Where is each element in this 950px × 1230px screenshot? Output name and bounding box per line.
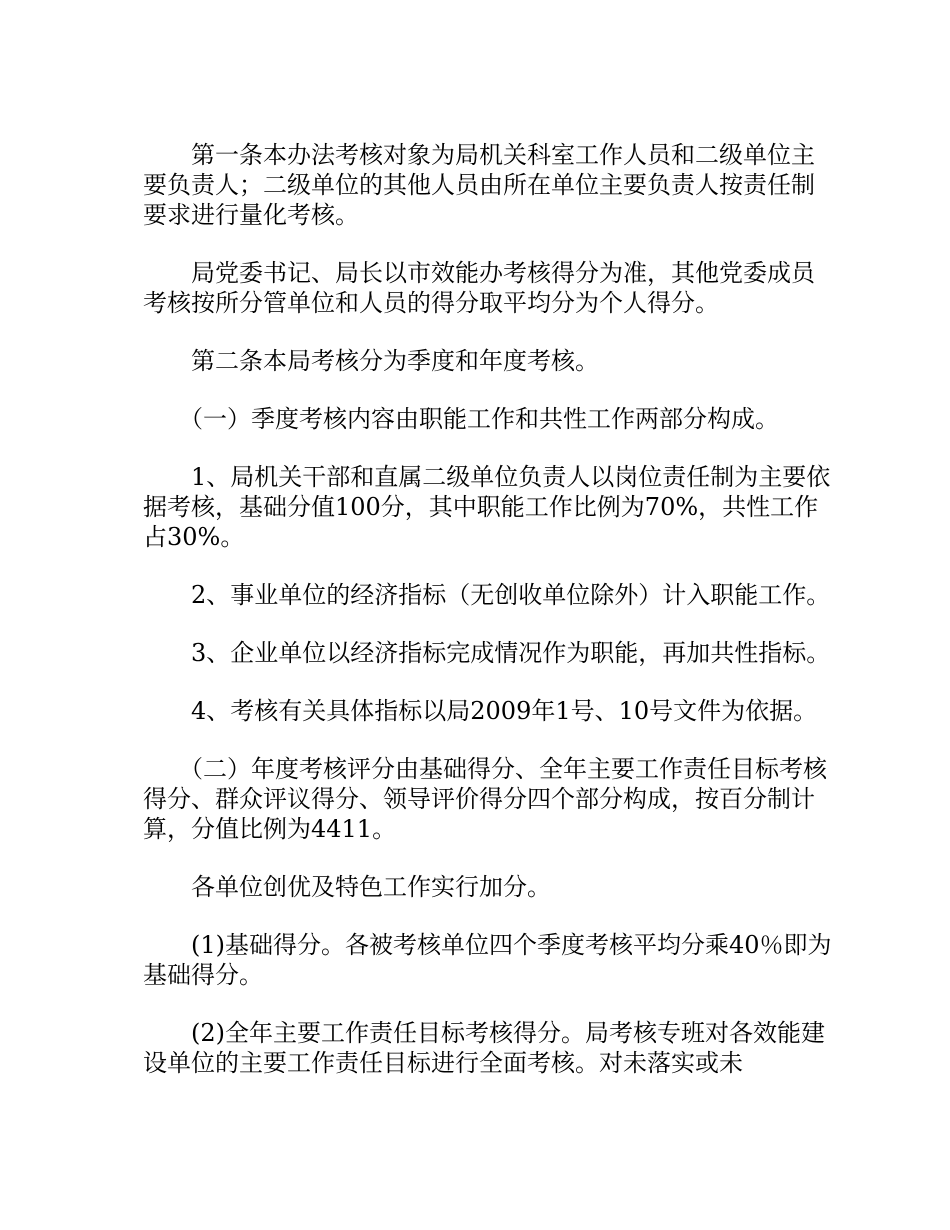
paragraph-bonus-points: 各单位创优及特色工作实行加分。 [191,873,551,901]
paragraph-article-2: 第二条本局考核分为季度和年度考核。 [191,347,599,375]
paragraph-base-score: (1)基础得分。各被考核单位四个季度考核平均分乘40％即为基础得分。 [143,931,832,989]
paragraph-party-secretary: 局党委书记、局长以市效能办考核得分为准，其他党委成员考核按所分管单位和人员的得分取平均分为个人得分。 [143,259,815,317]
paragraph-article-1: 第一条本办法考核对象为局机关科室工作人员和二级单位主要负责人；二级单位的其他人员由所在单位主要负责人按责任制要求进行量化考核。 [143,141,815,229]
paragraph-item-4: 4、考核有关具体指标以局2009年1号、10号文件为依据。 [191,697,818,725]
paragraph-item-2: 2、事业单位的经济指标（无创收单位除外）计入职能工作。 [191,581,831,609]
paragraph-item-3: 3、企业单位以经济指标完成情况作为职能，再加共性指标。 [191,639,831,667]
paragraph-target-score: (2)全年主要工作责任目标考核得分。局考核专班对各效能建设单位的主要工作责任目标进行全面考核。对未落实或未 [143,1019,825,1077]
paragraph-quarterly-assessment: （一）季度考核内容由职能工作和共性工作两部分构成。 [179,405,779,433]
paragraph-item-1: 1、局机关干部和直属二级单位负责人以岗位责任制为主要依据考核，基础分值100分，其中职能工作比例为70%，共性工作占30%。 [143,463,831,551]
paragraph-annual-assessment: （二）年度考核评分由基础得分、全年主要工作责任目标考核得分、群众评议得分、领导评价得分四个部分构成，按百分制计算，分值比例为4411。 [143,755,827,843]
document-body [143,140,833,1106]
